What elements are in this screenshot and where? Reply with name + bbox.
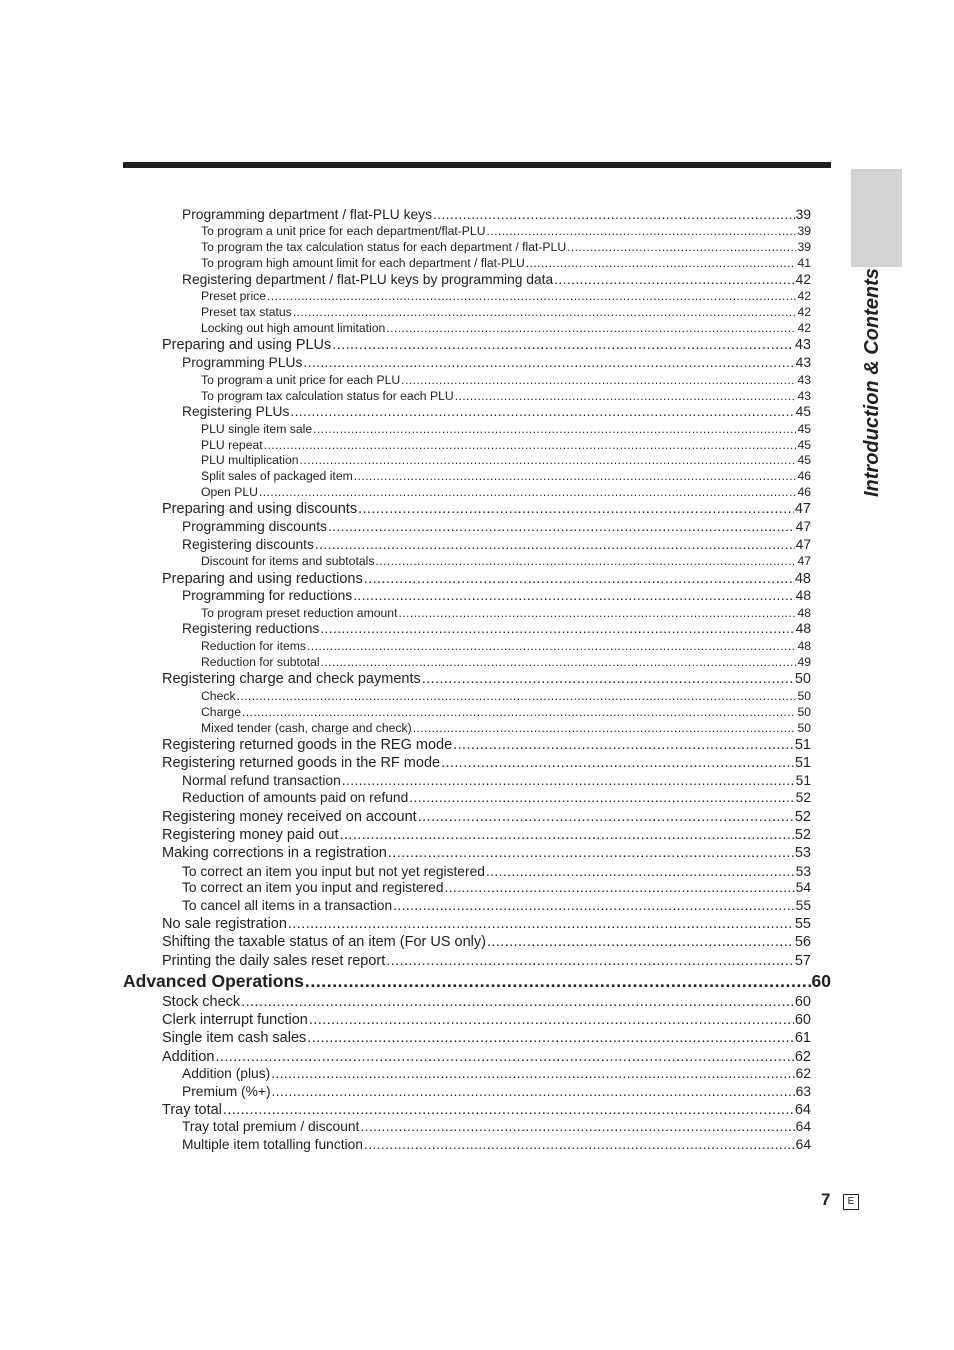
toc-entry-level-3 xyxy=(201,607,811,619)
toc-entry-page: 45 xyxy=(797,438,811,452)
toc-entry-level-3 xyxy=(201,640,811,652)
dot-leader xyxy=(486,865,795,879)
dot-leader xyxy=(342,774,795,788)
dot-leader xyxy=(398,607,796,619)
dot-leader xyxy=(293,306,797,318)
toc-entry-page: 39 xyxy=(795,207,811,222)
toc-entry-level-1 xyxy=(162,672,811,687)
toc-entry-page: 53 xyxy=(795,864,811,879)
dot-leader xyxy=(272,1085,795,1099)
toc-entry-page: 42 xyxy=(797,289,811,303)
toc-entry-level-2 xyxy=(182,405,811,419)
toc-entry-level-2 xyxy=(182,1067,811,1081)
toc-entry-page: 57 xyxy=(794,953,811,969)
toc-entry-page: 61 xyxy=(794,1030,811,1046)
toc-entry-title: Registering reductions xyxy=(182,621,320,636)
toc-entry-level-3 xyxy=(201,454,811,466)
toc-entry-page: 45 xyxy=(797,453,811,467)
dot-leader xyxy=(307,1031,794,1046)
toc-entry-page: 48 xyxy=(797,639,811,653)
dot-leader xyxy=(288,917,794,932)
toc-entry-title: Programming for reductions xyxy=(182,588,353,603)
toc-entry-level-3 xyxy=(201,290,811,302)
toc-entry-page: 46 xyxy=(797,469,811,483)
toc-entry-title: Registering charge and check payments xyxy=(162,671,421,687)
toc-entry-page: 60 xyxy=(794,994,811,1010)
toc-entry-page: 52 xyxy=(795,790,811,805)
toc-entry-page: 41 xyxy=(797,256,811,270)
toc-entry-title: Preset price xyxy=(201,289,267,303)
dot-leader xyxy=(300,454,797,466)
toc-entry-title: Mixed tender (cash, charge and check) xyxy=(201,721,412,735)
toc-entry-level-2 xyxy=(182,881,811,895)
dot-leader xyxy=(375,555,796,567)
toc-entry-title: Stock check xyxy=(162,994,241,1010)
toc-entry-page: 47 xyxy=(797,554,811,568)
toc-entry-level-3 xyxy=(201,423,811,435)
dot-leader xyxy=(290,405,794,419)
toc-entry-title: Normal refund transaction xyxy=(182,773,341,788)
toc-entry-title: Single item cash sales xyxy=(162,1030,307,1046)
toc-entry-page: 43 xyxy=(794,337,811,353)
toc-entry-title: Charge xyxy=(201,705,241,719)
toc-entry-level-2 xyxy=(182,1120,811,1134)
toc-entry-title: Advanced Operations xyxy=(123,971,304,991)
toc-entry-title: Programming PLUs xyxy=(182,355,303,370)
dot-leader xyxy=(309,1013,794,1028)
toc-entry-title: Registering returned goods in the RF mode xyxy=(162,755,441,771)
dot-leader xyxy=(526,257,797,269)
toc-entry-level-3 xyxy=(201,322,811,334)
section-tab-label: Introduction & Contents xyxy=(861,268,883,497)
toc-entry-level-1 xyxy=(162,738,811,753)
toc-entry-page: 42 xyxy=(797,305,811,319)
dot-leader xyxy=(418,810,794,825)
toc-entry-page: 51 xyxy=(795,773,811,788)
toc-entry-title: To correct an item you input but not yet registered xyxy=(182,864,485,879)
toc-entry-title: Registering money paid out xyxy=(162,827,339,843)
toc-entry-title: To program preset reduction amount xyxy=(201,606,398,620)
toc-entry-page: 47 xyxy=(795,537,811,552)
toc-entry-page: 48 xyxy=(795,588,811,603)
toc-entry-page: 50 xyxy=(797,689,811,703)
toc-entry-page: 43 xyxy=(797,373,811,387)
toc-entry-page: 39 xyxy=(797,224,811,238)
toc-entry-title: To program the tax calculation status for each department / flat-PLU xyxy=(201,240,567,254)
toc-entry-page: 52 xyxy=(794,809,811,825)
toc-entry-title: Discount for items and subtotals xyxy=(201,554,375,568)
dot-leader xyxy=(223,1103,794,1118)
toc-entry-title: Tray total premium / discount xyxy=(182,1119,360,1134)
toc-entry-level-2 xyxy=(182,208,811,222)
toc-entry-level-3 xyxy=(201,439,811,451)
toc-entry-title: Printing the daily sales reset report xyxy=(162,953,386,969)
toc-entry-page: 64 xyxy=(795,1137,811,1152)
toc-entry-title: Preparing and using PLUs xyxy=(162,337,332,353)
dot-leader xyxy=(393,899,795,913)
toc-entry-page: 47 xyxy=(795,519,811,534)
dot-leader xyxy=(487,935,794,950)
dot-leader xyxy=(360,1120,794,1134)
dot-leader xyxy=(267,290,796,302)
dot-leader xyxy=(264,439,797,451)
toc-entry-level-1 xyxy=(162,995,811,1010)
toc-entry-page: 64 xyxy=(795,1119,811,1134)
dot-leader xyxy=(340,828,794,843)
toc-entry-level-1 xyxy=(162,1050,811,1065)
dot-leader xyxy=(413,722,797,734)
dot-leader xyxy=(386,322,796,334)
toc-entry-level-3 xyxy=(201,470,811,482)
toc-entry-page: 50 xyxy=(797,721,811,735)
toc-entry-level-3 xyxy=(201,690,811,702)
dot-leader xyxy=(554,273,794,287)
toc-entry-page: 43 xyxy=(795,355,811,370)
toc-entry-page: 52 xyxy=(794,827,811,843)
toc-entry-page: 45 xyxy=(795,404,811,419)
toc-entry-level-1 xyxy=(162,954,811,969)
toc-section-heading xyxy=(123,973,831,991)
toc-entry-title: Reduction for subtotal xyxy=(201,655,320,669)
dot-leader xyxy=(271,1067,794,1081)
toc-entry-title: Addition xyxy=(162,1049,215,1065)
toc-entry-title: Locking out high amount limitation xyxy=(201,321,386,335)
page-number: 7 xyxy=(821,1190,831,1209)
toc-entry-title: Registering department / flat-PLU keys by programming data xyxy=(182,272,554,287)
toc-entry-page: 45 xyxy=(797,422,811,436)
toc-entry-title: To correct an item you input and registered xyxy=(182,880,444,895)
toc-entry-title: Making corrections in a registration xyxy=(162,845,387,861)
dot-leader xyxy=(307,640,796,652)
toc-entry-title: To program a unit price for each department/flat-PLU xyxy=(201,224,486,238)
toc-entry-page: 63 xyxy=(795,1084,811,1099)
dot-leader xyxy=(242,706,796,718)
toc-entry-level-2 xyxy=(182,865,811,879)
toc-entry-page: 51 xyxy=(794,737,811,753)
toc-entry-level-3 xyxy=(201,722,811,734)
dot-leader xyxy=(487,225,797,237)
dot-leader xyxy=(386,954,794,969)
dot-leader xyxy=(401,374,796,386)
dot-leader xyxy=(441,756,794,771)
toc-entry-page: 49 xyxy=(797,655,811,669)
dot-leader xyxy=(455,390,797,402)
toc-entry-page: 60 xyxy=(811,971,831,991)
toc-entry-title: PLU repeat xyxy=(201,438,263,452)
toc-entry-level-1 xyxy=(162,828,811,843)
top-rule xyxy=(123,162,831,168)
dot-leader xyxy=(388,846,794,861)
toc-entry-level-3 xyxy=(201,241,811,253)
dot-leader xyxy=(241,995,794,1010)
dot-leader xyxy=(567,241,796,253)
dot-leader xyxy=(353,589,794,603)
toc-entry-title: Check xyxy=(201,689,236,703)
toc-entry-level-1 xyxy=(162,935,811,950)
toc-entry-page: 53 xyxy=(794,845,811,861)
dot-leader xyxy=(303,356,794,370)
toc-entry-title: To program a unit price for each PLU xyxy=(201,373,401,387)
toc-entry-title: Registering money received on account xyxy=(162,809,417,825)
toc-entry-page: 48 xyxy=(797,606,811,620)
toc-entry-title: Multiple item totalling function xyxy=(182,1137,363,1152)
dot-leader xyxy=(237,690,797,702)
toc-entry-level-2 xyxy=(182,1085,811,1099)
toc-entry-title: PLU multiplication xyxy=(201,453,299,467)
dot-leader xyxy=(305,973,811,991)
toc-entry-title: Registering PLUs xyxy=(182,404,290,419)
toc-entry-level-1 xyxy=(162,1013,811,1028)
dot-leader xyxy=(409,791,794,805)
toc-entry-page: 62 xyxy=(794,1049,811,1065)
toc-entry-page: 47 xyxy=(794,501,811,517)
toc-entry-level-3 xyxy=(201,225,811,237)
toc-entry-title: To cancel all items in a transaction xyxy=(182,898,393,913)
toc-entry-level-2 xyxy=(182,520,811,534)
toc-entry-level-2 xyxy=(182,1138,811,1152)
language-marker: E xyxy=(843,1194,859,1210)
toc-entry-page: 51 xyxy=(794,755,811,771)
toc-entry-level-3 xyxy=(201,257,811,269)
toc-entry-level-2 xyxy=(182,356,811,370)
toc-entry-level-1 xyxy=(162,917,811,932)
dot-leader xyxy=(313,423,796,435)
toc-entry-title: Split sales of packaged item xyxy=(201,469,353,483)
toc-entry-title: Preparing and using reductions xyxy=(162,571,363,587)
dot-leader xyxy=(332,338,794,353)
toc-entry-page: 54 xyxy=(795,880,811,895)
toc-entry-title: To program high amount limit for each department / flat-PLU xyxy=(201,256,525,270)
dot-leader xyxy=(354,470,797,482)
toc-entry-title: No sale registration xyxy=(162,916,287,932)
toc-entry-page: 55 xyxy=(795,898,811,913)
toc-entry-level-2 xyxy=(182,273,811,287)
toc-entry-page: 46 xyxy=(797,485,811,499)
toc-entry-title: To program tax calculation status for each PLU xyxy=(201,389,454,403)
toc-entry-title: Reduction of amounts paid on refund xyxy=(182,790,409,805)
toc-entry-title: Reduction for items xyxy=(201,639,306,653)
toc-entry-page: 50 xyxy=(797,705,811,719)
toc-entry-level-1 xyxy=(162,1031,811,1046)
dot-leader xyxy=(453,738,794,753)
toc-entry-title: Registering returned goods in the REG mode xyxy=(162,737,453,753)
toc-entry-title: Addition (plus) xyxy=(182,1066,271,1081)
toc-entry-page: 48 xyxy=(795,621,811,636)
toc-entry-level-1 xyxy=(162,756,811,771)
dot-leader xyxy=(422,672,794,687)
toc-entry-page: 39 xyxy=(797,240,811,254)
toc-entry-level-2 xyxy=(182,899,811,913)
toc-entry-level-2 xyxy=(182,774,811,788)
dot-leader xyxy=(445,881,795,895)
toc-entry-title: Tray total xyxy=(162,1102,222,1118)
toc-entry-level-3 xyxy=(201,374,811,386)
toc-entry-level-1 xyxy=(162,338,811,353)
toc-entry-title: PLU single item sale xyxy=(201,422,313,436)
toc-entry-page: 56 xyxy=(794,934,811,950)
dot-leader xyxy=(259,486,797,498)
toc-entry-level-3 xyxy=(201,706,811,718)
dot-leader xyxy=(321,656,797,668)
toc-entry-level-1 xyxy=(162,502,811,517)
toc-entry-page: 55 xyxy=(794,916,811,932)
toc-entry-level-2 xyxy=(182,538,811,552)
toc-entry-title: Preset tax status xyxy=(201,305,292,319)
toc-entry-title: Programming discounts xyxy=(182,519,327,534)
dot-leader xyxy=(215,1050,793,1065)
dot-leader xyxy=(358,502,794,517)
toc-entry-level-3 xyxy=(201,656,811,668)
toc-entry-title: Programming department / flat-PLU keys xyxy=(182,207,432,222)
toc-entry-page: 60 xyxy=(794,1012,811,1028)
section-tab-marker xyxy=(851,169,902,267)
toc-entry-title: Clerk interrupt function xyxy=(162,1012,308,1028)
toc-entry-level-3 xyxy=(201,390,811,402)
toc-entry-title: Registering discounts xyxy=(182,537,314,552)
toc-entry-title: Premium (%+) xyxy=(182,1084,271,1099)
dot-leader xyxy=(315,538,795,552)
toc-entry-level-1 xyxy=(162,846,811,861)
toc-entry-level-1 xyxy=(162,572,811,587)
toc-entry-page: 43 xyxy=(797,389,811,403)
dot-leader xyxy=(364,1138,795,1152)
toc-entry-level-2 xyxy=(182,622,811,636)
toc-entry-title: Preparing and using discounts xyxy=(162,501,358,517)
dot-leader xyxy=(328,520,795,534)
dot-leader xyxy=(364,572,794,587)
toc-entry-level-1 xyxy=(162,1103,811,1118)
toc-entry-page: 48 xyxy=(794,571,811,587)
toc-entry-title: Shifting the taxable status of an item (For US only) xyxy=(162,934,486,950)
toc-entry-page: 64 xyxy=(794,1102,811,1118)
toc-entry-title: Open PLU xyxy=(201,485,258,499)
toc-entry-level-3 xyxy=(201,555,811,567)
toc-entry-page: 42 xyxy=(797,321,811,335)
toc-entry-page: 42 xyxy=(795,272,811,287)
toc-entry-page: 62 xyxy=(795,1066,811,1081)
toc-entry-page: 50 xyxy=(794,671,811,687)
toc-entry-level-3 xyxy=(201,306,811,318)
toc-entry-level-3 xyxy=(201,486,811,498)
dot-leader xyxy=(433,208,795,222)
dot-leader xyxy=(320,622,794,636)
toc-entry-level-2 xyxy=(182,589,811,603)
toc-entry-level-1 xyxy=(162,810,811,825)
toc-entry-level-2 xyxy=(182,791,811,805)
